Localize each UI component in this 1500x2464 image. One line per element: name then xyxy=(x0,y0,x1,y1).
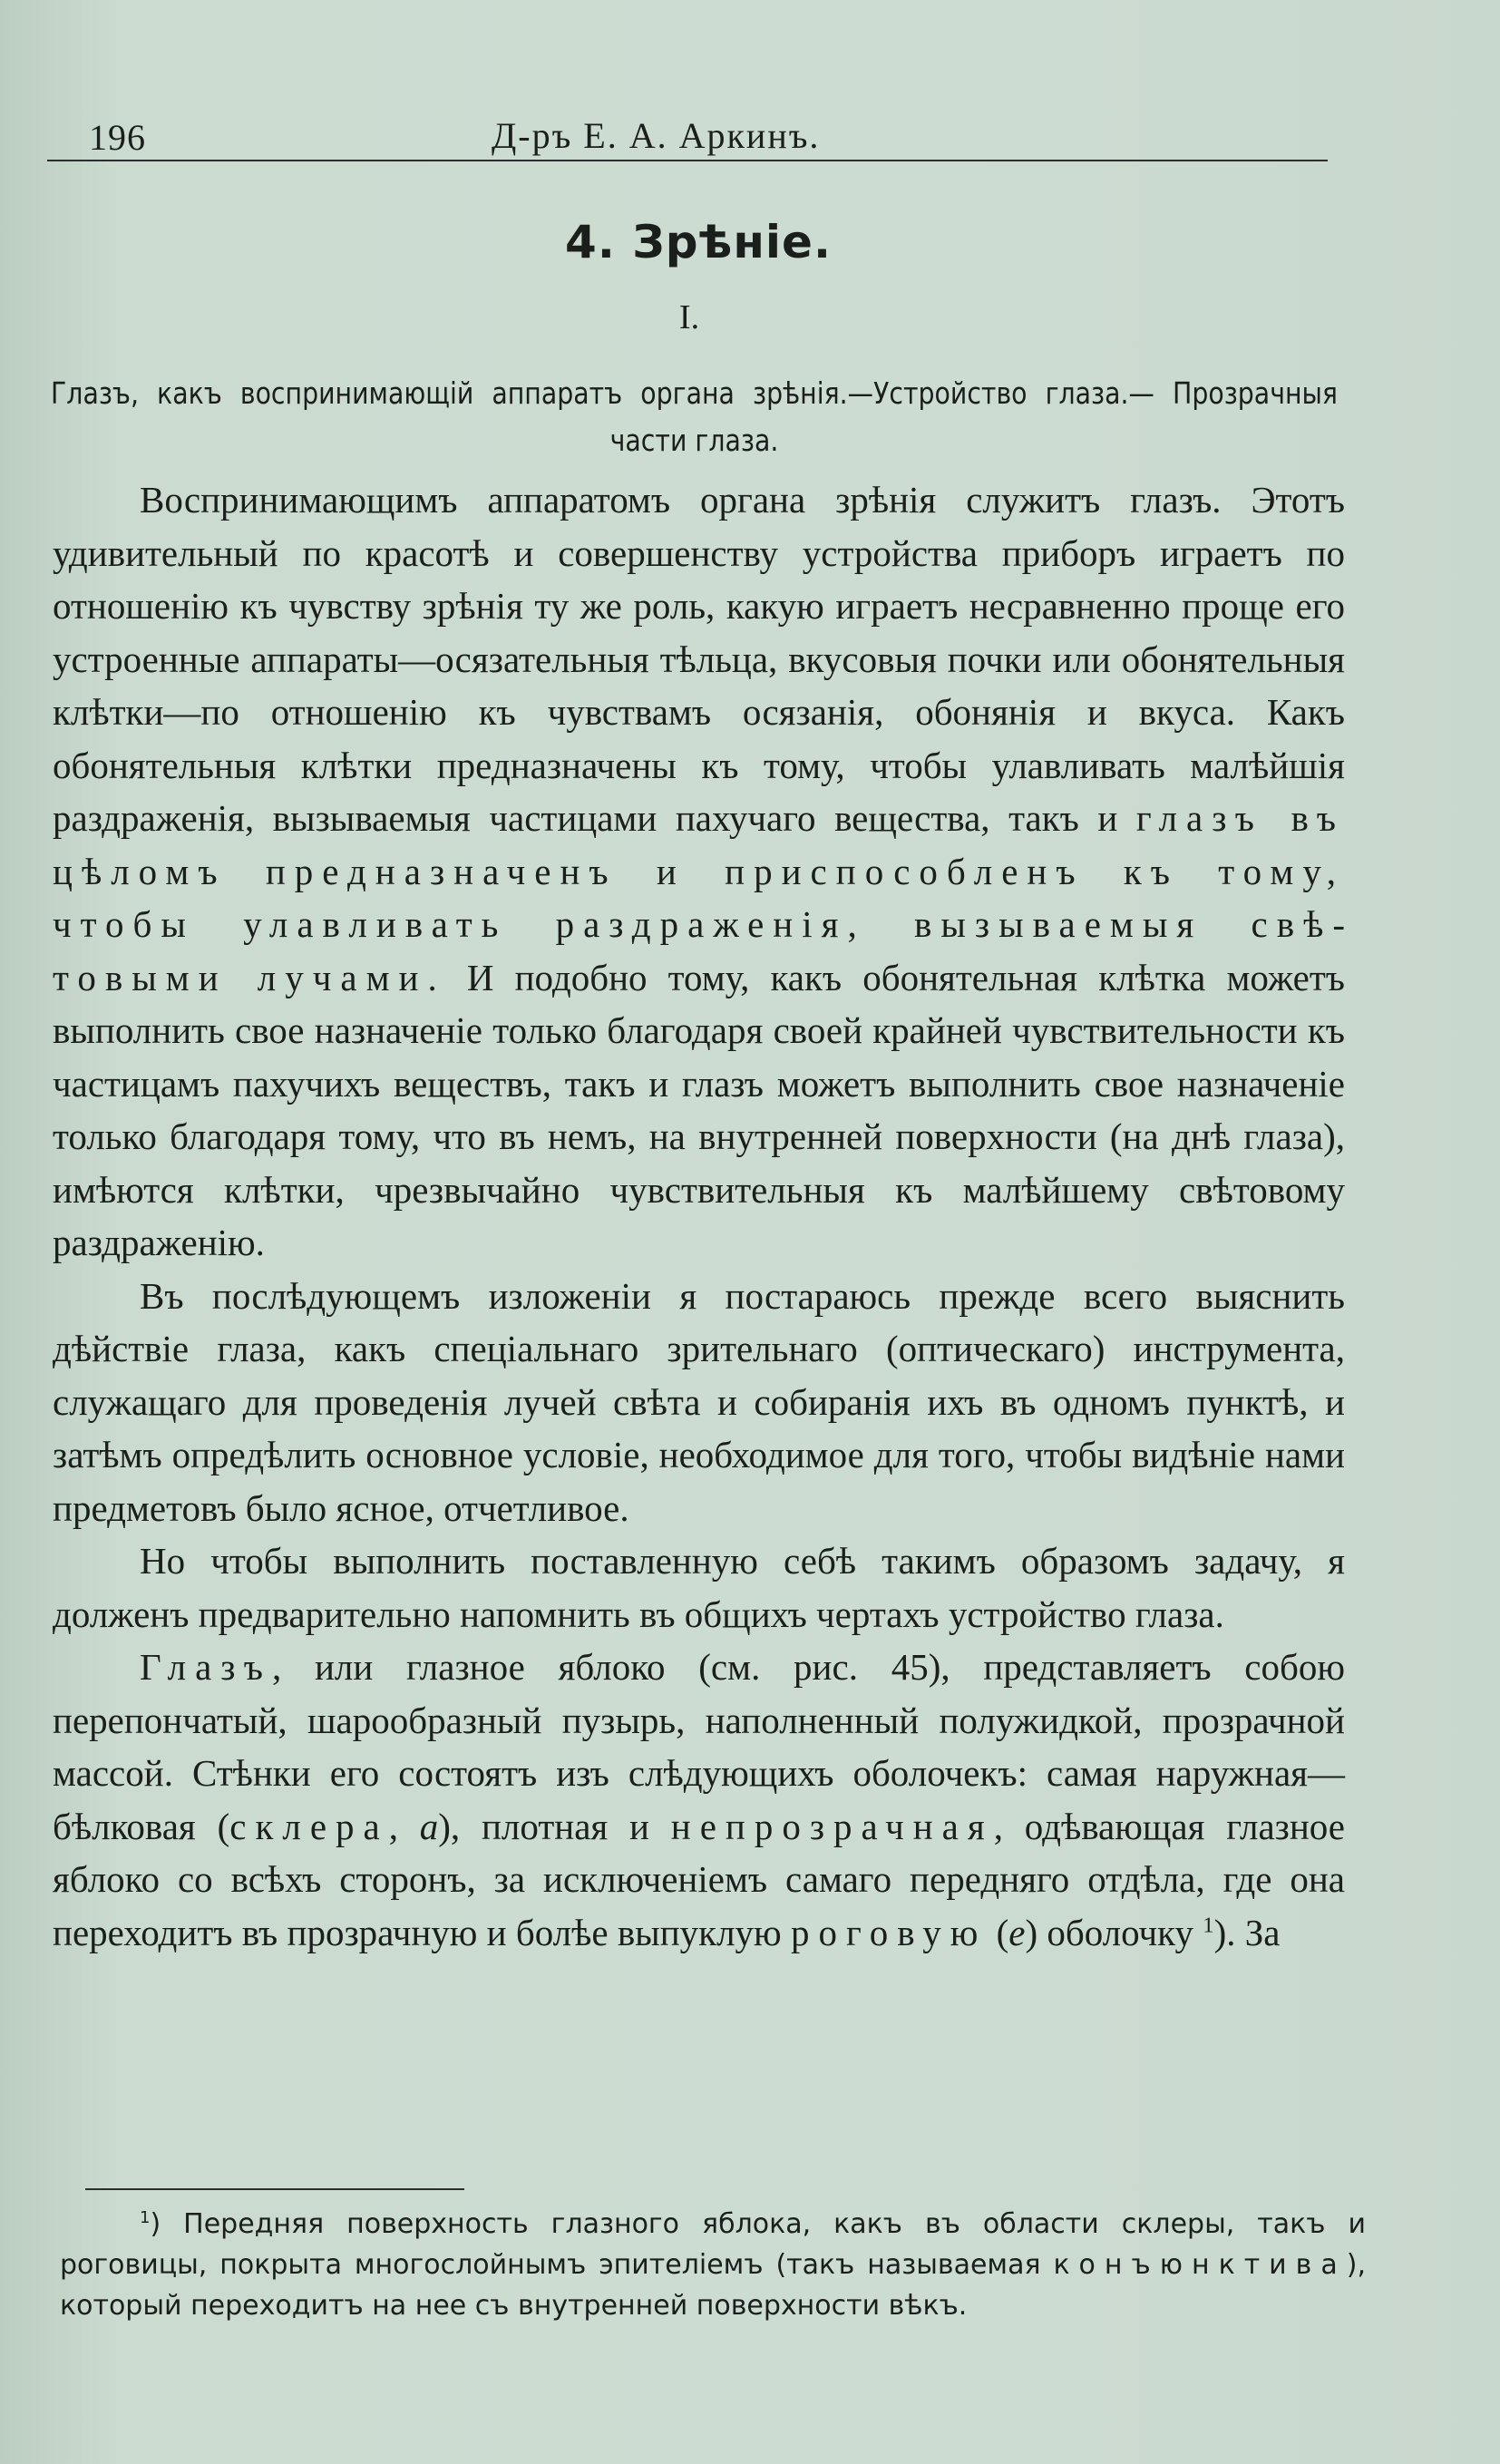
section-subtitle: Глазъ, какъ воспринимающій аппаратъ органа зрѣнія.—Устройство глаза.— Прозрачныя части глаза. xyxy=(51,375,1338,458)
body-text xyxy=(53,473,1345,1959)
section-title: 4. Зрѣніе. xyxy=(565,216,832,268)
paragraph xyxy=(53,1641,1345,1959)
figure-letter: e xyxy=(1008,1911,1026,1953)
figure-letter: a xyxy=(419,1805,439,1847)
emphasized-text: Глазъ xyxy=(140,1646,272,1688)
page-number: 196 xyxy=(89,117,146,158)
footnote xyxy=(60,2204,1366,2326)
paragraph-text: ). За xyxy=(1213,1911,1281,1953)
page-header xyxy=(47,114,1328,161)
footnote-text: ), который переходитъ на нее съ внутренней поверхности вѣкъ. xyxy=(60,2249,1366,2322)
paragraph-text: И подобно тому, какъ обонятельная клѣтка можетъ выполнить свое назначеніе только благодаря своей крайней чувствительности къ частицамъ пахучихъ веществъ, такъ и глазъ можетъ выполнить свое назначеніе только благодаря тому, что въ немъ, на внутренней поверхности (на днѣ глаза), имѣются клѣтки, чрезвычайно чувствительныя къ малѣйшему свѣтовому раздраженію. xyxy=(53,956,1345,1263)
emphasized-text: склера xyxy=(229,1805,389,1847)
paragraph-text: , одѣвающая глазное яблоко со всѣхъ сторонъ, за исключеніемъ самаго передняго отдѣла, где она переходитъ въ прозрачную и болѣе выпуклую xyxy=(53,1805,1346,1953)
footnote-text: ) Передняя поверхность глазного яблока, какъ въ области склеры, такъ и роговицы, покрыта многослойнымъ эпителіемъ (такъ называемая xyxy=(60,2208,1366,2281)
footnote-reference: 1 xyxy=(1203,1912,1214,1937)
paragraph-text: ) оболочку xyxy=(1025,1911,1203,1953)
running-head: Д-ръ Е. А. Аркинъ. xyxy=(492,115,821,156)
emphasized-text: глазъ въ цѣломъ предназначенъ и приспособленъ къ тому, чтобы улавливать раздраженія, вызываемыя свѣтовыми лучами. xyxy=(53,797,1345,998)
emphasized-text: непрозрачная xyxy=(670,1805,994,1847)
emphasized-text: конъюнктива xyxy=(1053,2249,1347,2281)
paragraph-text: ( xyxy=(987,1911,1009,1953)
emphasized-text: роговую xyxy=(790,1911,988,1953)
footnote-marker: 1 xyxy=(140,2208,151,2227)
footnote-divider xyxy=(85,2188,464,2190)
paragraph-text: , xyxy=(388,1805,420,1847)
paragraph xyxy=(53,473,1345,1270)
paragraph: Но чтобы выполнить поставленную себѣ такимъ образомъ задачу, я долженъ предварительно напомнить въ общихъ чертахъ устройство глаза. xyxy=(53,1540,1345,1635)
paragraph: Въ послѣдующемъ изложеніи я постараюсь прежде всего выяснить дѣйствіе глаза, какъ спеціальнаго зрительнаго (оптическаго) инструмента, служащаго для проведенія лучей свѣта и собиранія ихъ въ одномъ пунктѣ, и затѣмъ опредѣлить основное условіе, необходимое для того, чтобы видѣніе нами предметовъ было ясное, отчетливое. xyxy=(53,1274,1345,1529)
part-number: I. xyxy=(678,298,700,336)
paragraph-text: ), плотная и xyxy=(438,1805,671,1847)
paragraph-text: , или глазное яблоко (см. рис. 45), представляетъ собою перепончатый, шарообразный пузырь, наполненный полужидкой, прозрачной массой. Стѣнки его состоятъ изъ слѣдующихъ оболочекъ: самая наружная—бѣлковая ( xyxy=(53,1646,1345,1847)
paragraph-text: Воспринимающимъ аппаратомъ органа зрѣнія служитъ глазъ. Этотъ удивительный по красотѣ и совершенству устройства приборъ играетъ по отношенію къ чувству зрѣнія ту же роль, какую играетъ несравненно проще его устроенные аппараты—осязательныя тѣльца, вкусовыя почки или обонятельныя клѣтки—по отношенію къ чувствамъ осязанія, обонянія и вкуса. Какъ обонятельныя клѣтки предназначены къ тому, чтобы улавливать малѣйшія раздраженія, вызываемыя частицами пахучаго вещества, такъ и xyxy=(53,479,1345,839)
